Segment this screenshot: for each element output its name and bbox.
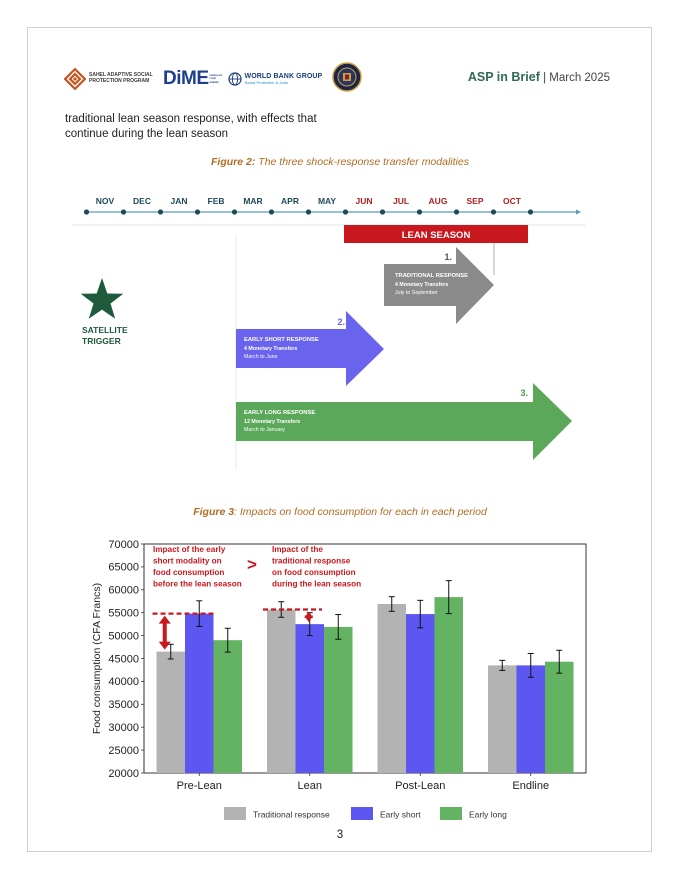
month-label-apr: APR xyxy=(281,196,299,206)
month-label-jan: JAN xyxy=(170,196,188,206)
legend-label: Traditional response xyxy=(253,809,330,820)
timeline-dot xyxy=(343,209,348,214)
lean-season-bar xyxy=(344,225,528,243)
comparison-symbol: > xyxy=(247,555,257,574)
y-tick-label: 35000 xyxy=(108,699,139,712)
impact-arrowhead-down xyxy=(159,642,171,650)
legend-label: Early long xyxy=(469,809,507,820)
y-tick-label: 20000 xyxy=(108,767,139,780)
dime-logo-text: DiME xyxy=(163,68,209,89)
figure3-caption xyxy=(0,506,680,518)
worldbank-logo xyxy=(228,72,323,86)
y-tick-label: 55000 xyxy=(108,607,139,620)
y-tick-label: 40000 xyxy=(108,676,139,689)
bar-lean-early-short xyxy=(296,624,325,773)
month-label-nov: NOV xyxy=(95,196,115,206)
traditional-title: TRADITIONAL RESPONSE xyxy=(395,273,469,279)
bar-pre-lean-early-long xyxy=(214,640,243,773)
x-tick-label-lean: Lean xyxy=(297,780,322,792)
sasp-logo xyxy=(64,68,157,90)
figure3-chart xyxy=(0,528,680,828)
impact-arrowhead-up xyxy=(159,616,171,624)
early-long-title: EARLY LONG RESPONSE xyxy=(244,410,316,416)
bar-endline-early-short xyxy=(517,665,546,773)
legend-swatch-early-long xyxy=(440,807,462,820)
y-tick-label: 30000 xyxy=(108,722,139,734)
legend-label: Early short xyxy=(380,809,421,820)
y-axis-label: Food consumption (CFA Francs) xyxy=(91,582,103,735)
bar-lean-traditional-response xyxy=(267,609,296,773)
traditional-period: July to September xyxy=(395,290,438,296)
dime-logo-subtext: Development Impact Evaluation xyxy=(209,72,222,84)
bar-post-lean-traditional-response xyxy=(378,604,407,773)
impact-arrowhead-down xyxy=(304,616,313,623)
bar-post-lean-early-long xyxy=(435,597,464,773)
figure2-diagram xyxy=(0,180,680,480)
y-tick-label: 60000 xyxy=(108,584,139,597)
timeline-dot xyxy=(269,209,274,214)
timeline-dot xyxy=(491,209,496,214)
trigger-label-line1: SATELLITE xyxy=(82,325,128,335)
early-short-period: March to June xyxy=(244,354,278,360)
trigger-label-line2: TRIGGER xyxy=(82,336,121,346)
early-short-response-arrow xyxy=(236,311,384,386)
month-label-may: MAY xyxy=(317,196,337,206)
early-long-number: 3. xyxy=(520,388,528,398)
bar-pre-lean-early-short xyxy=(185,614,214,773)
month-label-mar: MAR xyxy=(243,196,263,206)
early-short-number: 2. xyxy=(337,317,345,327)
figure2-caption-label: Figure 2: xyxy=(211,156,256,168)
y-tick-label: 50000 xyxy=(108,630,139,643)
header-logos xyxy=(64,62,362,96)
figure2-caption-text: The three shock-response transfer modalities xyxy=(255,156,469,168)
annotation-left-line: food consumption xyxy=(153,568,225,577)
sasp-logo-text: SAHEL ADAPTIVE SOCIAL PROTECTION PROGRAM xyxy=(89,72,153,84)
page-number: 3 xyxy=(336,829,344,841)
timeline-arrowhead xyxy=(576,210,581,215)
legend-swatch-traditional-response xyxy=(224,807,246,820)
seal-icon xyxy=(332,62,362,92)
figure2-caption xyxy=(0,156,680,168)
traditional-number: 1. xyxy=(444,252,452,262)
sasp-knot-icon xyxy=(64,68,86,90)
brief-header xyxy=(468,70,610,84)
star-icon xyxy=(81,278,124,319)
month-label-feb: FEB xyxy=(207,196,225,206)
annotation-right-line: Impact of the xyxy=(272,545,323,554)
university-seal xyxy=(332,62,362,97)
annotation-right-line: traditional response xyxy=(272,556,351,566)
legend-swatch-early-short xyxy=(351,807,373,820)
annotation-right-line: on food consumption xyxy=(272,568,356,577)
figure3-caption-text: : Impacts on food consumption for each in each period xyxy=(234,506,487,518)
brief-title: ASP in Brief xyxy=(467,70,540,84)
y-tick-label: 70000 xyxy=(108,538,139,551)
bar-post-lean-early-short xyxy=(406,614,435,773)
annotation-left-line: Impact of the early xyxy=(153,545,226,554)
month-label-dec: DEC xyxy=(133,196,151,206)
early-short-transfers: 4 Monetary Transfers xyxy=(244,346,298,352)
early-short-title: EARLY SHORT RESPONSE xyxy=(244,337,319,343)
traditional-transfers: 4 Monetary Transfers xyxy=(395,282,449,288)
y-tick-label: 65000 xyxy=(108,561,139,574)
month-label-sep: SEP xyxy=(466,196,484,206)
annotation-left-line: before the lean season xyxy=(153,579,242,589)
x-tick-label-pre-lean: Pre-Lean xyxy=(176,780,222,792)
worldbank-logo-text: WORLD BANK GROUP xyxy=(244,73,323,80)
chart-annotations xyxy=(153,545,361,589)
x-tick-label-post-lean: Post-Lean xyxy=(395,780,446,792)
bar-endline-early-long xyxy=(545,662,574,773)
body-paragraph: traditional lean season response, with effects that continue during the lean season xyxy=(65,113,317,140)
early-long-period: March to January xyxy=(244,427,285,433)
timeline-dot xyxy=(195,209,200,214)
y-tick-label: 45000 xyxy=(108,653,139,666)
traditional-response-arrow xyxy=(384,247,494,324)
satellite-trigger xyxy=(81,278,128,346)
early-long-transfers: 12 Monetary Transfers xyxy=(244,419,301,425)
annotation-left-line: short modality on xyxy=(153,556,222,566)
timeline-dot xyxy=(380,209,385,214)
brief-date: March 2025 xyxy=(549,72,610,84)
header-separator: | xyxy=(539,72,550,84)
timeline xyxy=(84,196,581,215)
timeline-dot xyxy=(417,209,422,214)
month-label-aug: AUG xyxy=(428,196,448,206)
y-tick-label: 25000 xyxy=(108,744,139,757)
timeline-dot xyxy=(528,209,533,214)
bar-endline-traditional-response xyxy=(488,665,517,773)
bar-pre-lean-traditional-response xyxy=(157,652,186,773)
timeline-dot xyxy=(306,209,311,214)
lean-season-label: LEAN SEASON xyxy=(401,230,471,241)
timeline-dot xyxy=(158,209,163,214)
bar-lean-early-long xyxy=(324,627,353,773)
month-label-jul: JUL xyxy=(392,196,410,206)
early-long-response-arrow xyxy=(236,383,572,460)
dime-logo xyxy=(163,68,220,90)
timeline-dot xyxy=(84,209,89,214)
globe-icon xyxy=(228,72,242,86)
timeline-dot xyxy=(454,209,459,214)
x-tick-label-endline: Endline xyxy=(512,780,550,792)
annotation-right-line: during the lean season xyxy=(272,579,362,589)
timeline-dot xyxy=(232,209,237,214)
timeline-dot xyxy=(121,209,126,214)
figure3-caption-label: Figure 3 xyxy=(193,506,235,518)
month-label-jun: JUN xyxy=(355,196,373,206)
month-label-oct: OCT xyxy=(503,196,521,206)
worldbank-logo-subtext: Social Protection & Jobs xyxy=(244,80,288,85)
